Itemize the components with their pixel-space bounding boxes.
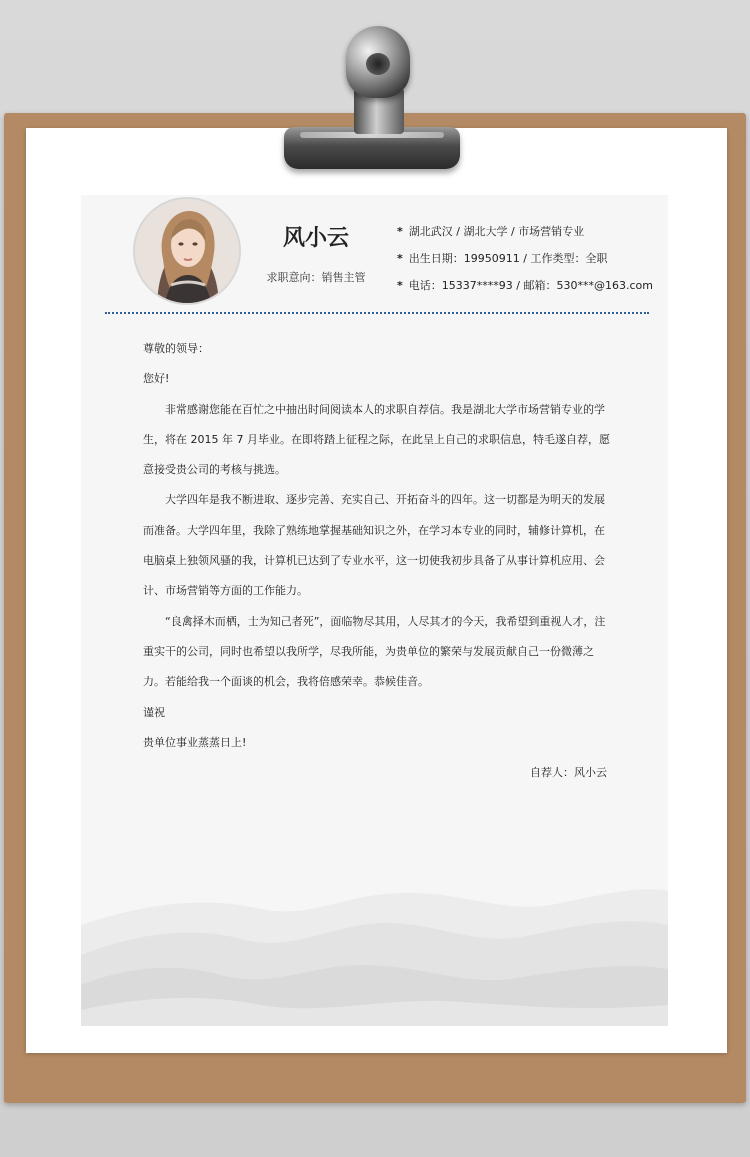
bullet-icon: * — [397, 225, 403, 238]
info-text: 电话：15337****93 / 邮箱：530***@163.com — [408, 279, 653, 292]
closing: 谨祝 — [143, 705, 165, 719]
cover-letter — [81, 195, 668, 1026]
applicant-name: 风小云 — [282, 226, 349, 251]
bullet-icon: * — [397, 252, 403, 265]
bullet-icon: * — [397, 279, 403, 292]
ink-mountains-decoration — [81, 865, 668, 1026]
salutation: 尊敬的领导： — [143, 342, 209, 355]
binder-clip-hole — [366, 53, 390, 75]
info-text: 出生日期：19950911 / 工作类型：全职 — [408, 252, 608, 265]
info-line-contact — [397, 277, 653, 293]
avatar — [135, 199, 239, 303]
job-intent: 求职意向：销售主管 — [266, 271, 366, 284]
header-divider — [105, 312, 649, 314]
signature: 自荐人：风小云 — [530, 766, 607, 780]
letter-body — [143, 334, 613, 788]
paragraph: 大学四年是我不断进取、逐步完善、充实自己、开拓奋斗的四年。这一切都是为明天的发展而准备。大学四年里，我除了熟练地掌握基础知识之外，在学习本专业的同时，辅修计算机，在电脑桌上独领风骚的我，计算机已达到了专业水平，这一切使我初步具备了从事计算机应用、会计、市场营销等方面的工作能力。 — [143, 493, 605, 598]
greeting: 您好! — [143, 372, 170, 386]
info-text: 湖北武汉 / 湖北大学 / 市场营销专业 — [408, 225, 585, 238]
wish: 贵单位事业蒸蒸日上! — [143, 735, 247, 749]
paragraph: “良禽择木而栖，士为知己者死”，面临物尽其用，人尽其才的今天，我希望到重视人才，注重实干的公司，同时也希望以我所学，尽我所能，为贵单位的繁荣与发展贡献自己一份微薄之力。若能给我一个面谈的机会，我将倍感荣幸。恭候佳音。 — [143, 614, 606, 689]
info-line-birth — [397, 250, 607, 266]
paragraph: 非常感谢您能在百忙之中抽出时间阅读本人的求职自荐信。我是湖北大学市场营销专业的学生，将在 2015 年 7 月毕业。在即将踏上征程之际，在此呈上自己的求职信息，特毛遂自荐，愿意接受贵公司的考核与挑选。 — [143, 402, 610, 477]
info-line-location — [397, 223, 584, 239]
avatar-portrait-image — [135, 199, 239, 303]
